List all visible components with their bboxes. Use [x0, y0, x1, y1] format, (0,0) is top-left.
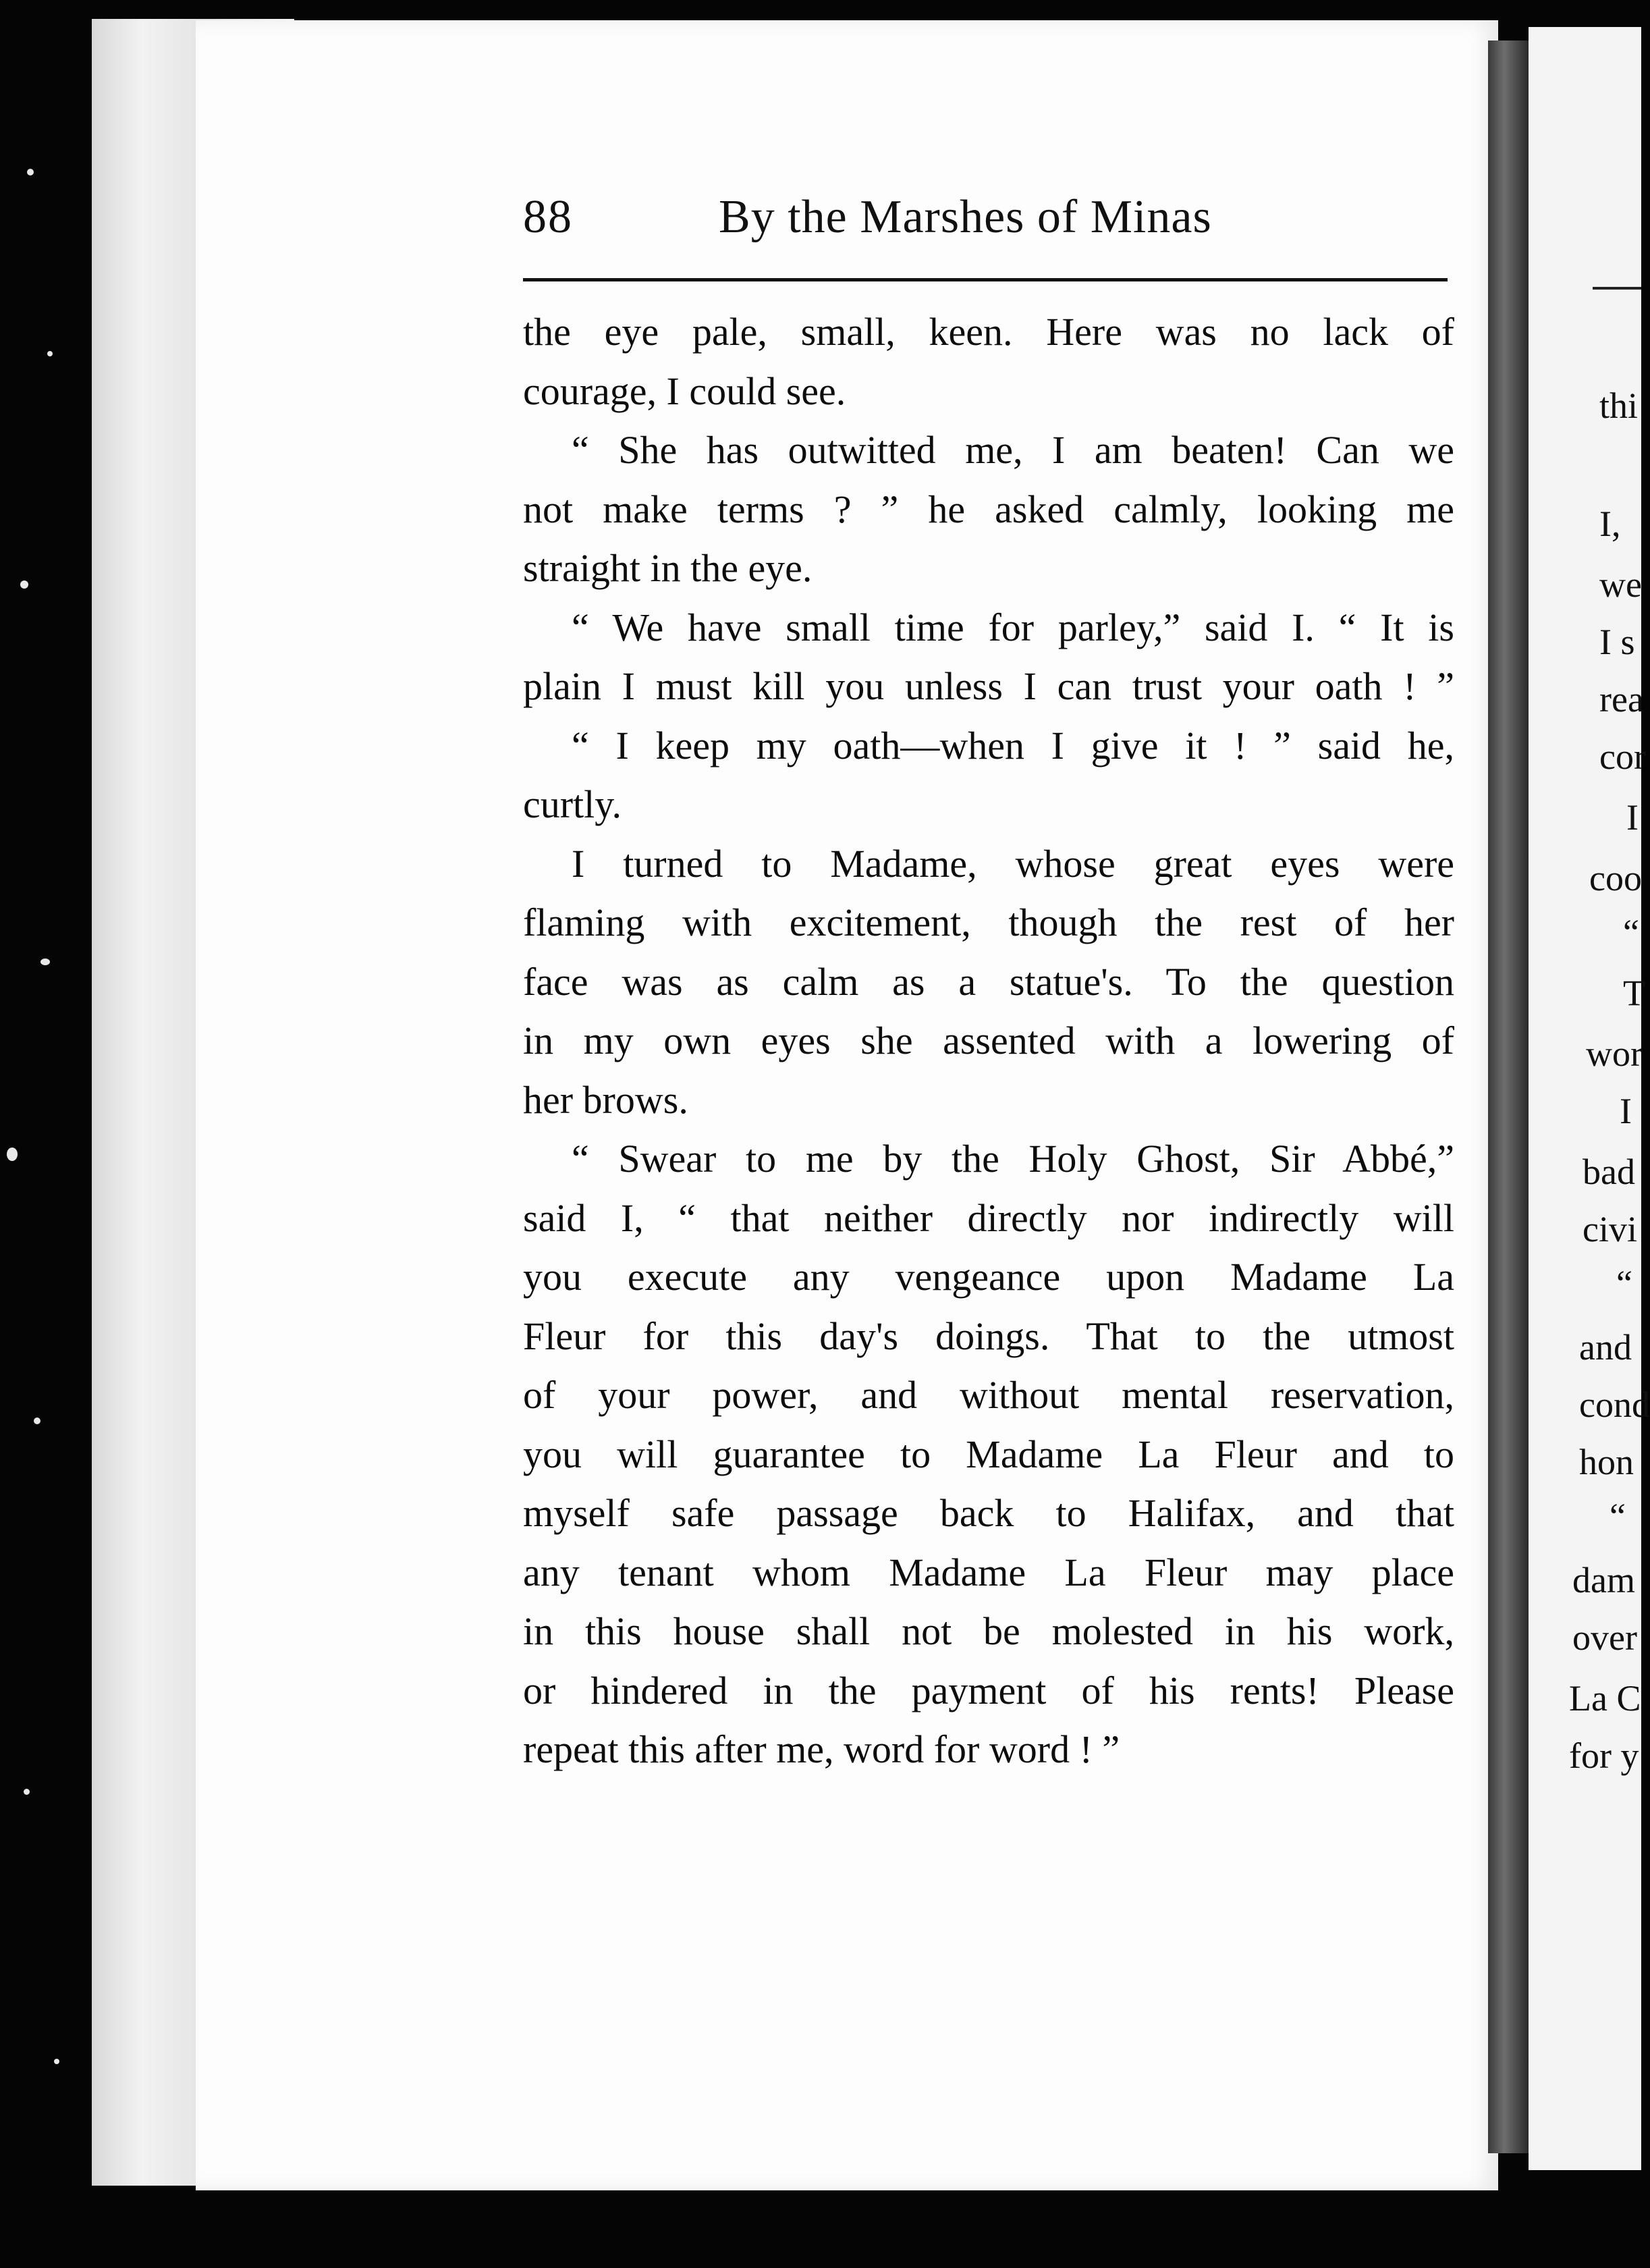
text-line: any tenant whom Madame La Fleur may place	[523, 1550, 1454, 1594]
text-line: the eye pale, small, keen. Here was no lack of	[523, 310, 1454, 354]
text-line: repeat this after me, word for word ! ”	[523, 1727, 1120, 1771]
text-line: “ Swear to me by the Holy Ghost, Sir Abbé,”	[572, 1137, 1454, 1181]
text-line: Fleur for this day's doings. That to the utmost	[523, 1314, 1454, 1358]
text-line: “ I keep my oath—when I give it ! ” said he,	[572, 723, 1454, 767]
page-number: 88	[523, 191, 573, 243]
book-gutter	[1488, 40, 1529, 2153]
text-line: plain I must kill you unless I can trust your oath ! ”	[523, 664, 1454, 708]
facing-page-fragment: coo	[1589, 858, 1642, 898]
text-line: you will guarantee to Madame La Fleur and to	[523, 1432, 1454, 1476]
facing-page-fragment: over	[1572, 1617, 1637, 1658]
facing-page-rule	[1593, 287, 1641, 290]
page-body-text	[523, 302, 1454, 1779]
text-line: in this house shall not be molested in his work,	[523, 1609, 1454, 1653]
text-line: “ She has outwitted me, I am beaten! Can we	[572, 428, 1454, 472]
facing-page-fragment: La C	[1569, 1678, 1641, 1719]
facing-page-fragment: we	[1599, 564, 1642, 605]
scan-speck	[27, 169, 34, 176]
scan-speck	[47, 351, 53, 356]
text-line: I turned to Madame, whose great eyes were	[572, 841, 1454, 886]
text-line: “ We have small time for parley,” said I. “ It is	[572, 605, 1454, 649]
facing-page-fragment: cor	[1599, 736, 1646, 777]
facing-page-fragment: I s	[1599, 622, 1635, 662]
facing-page-fragment: hon	[1579, 1442, 1634, 1482]
text-line: in my own eyes she assented with a lowering of	[523, 1019, 1454, 1062]
text-line: said I, “ that neither directly nor indirectly will	[523, 1195, 1454, 1240]
facing-page-fragment: rea	[1599, 679, 1644, 720]
text-line: flaming with excitement, though the rest of her	[523, 900, 1454, 944]
facing-page-fragment: wor	[1586, 1033, 1643, 1074]
facing-page-fragment: “	[1610, 1496, 1626, 1536]
facing-page-fragment: “	[1616, 1263, 1632, 1303]
text-line: or hindered in the payment of his rents! Please	[523, 1668, 1454, 1712]
scan-speck	[34, 1418, 40, 1424]
scan-speck	[7, 1148, 18, 1161]
facing-page-fragment: thi	[1599, 385, 1639, 426]
facing-page-fragment: “	[1623, 912, 1639, 952]
facing-page-fragment: T	[1623, 973, 1645, 1013]
facing-page-fragment: I	[1626, 797, 1639, 838]
facing-page-fragment: I	[1620, 1091, 1632, 1131]
facing-page-fragment: bad	[1583, 1152, 1635, 1192]
facing-page-fragment: civi	[1583, 1209, 1637, 1249]
text-line: courage, I could see.	[523, 369, 846, 413]
text-line: straight in the eye.	[523, 546, 813, 590]
scan-speck	[24, 1789, 30, 1795]
facing-page-fragment: and	[1579, 1327, 1632, 1368]
running-header	[523, 190, 1448, 244]
text-line: face was as calm as a statue's. To the question	[523, 959, 1454, 1004]
facing-page-fragment: cond	[1579, 1384, 1650, 1425]
text-line: her brows.	[523, 1077, 688, 1122]
running-title: By the Marshes of Minas	[719, 191, 1212, 243]
text-line: myself safe passage back to Halifax, and that	[523, 1491, 1454, 1535]
scan-speck	[54, 2059, 59, 2064]
facing-page-fragment: I,	[1599, 504, 1621, 544]
facing-page-fragment: dam	[1572, 1560, 1635, 1600]
text-line: you execute any vengeance upon Madame La	[523, 1255, 1454, 1299]
scan-speck	[20, 580, 28, 589]
facing-page-fragment: for y	[1569, 1735, 1639, 1776]
header-rule	[523, 278, 1448, 281]
text-line: curtly.	[523, 782, 622, 826]
scan-speck	[40, 959, 50, 965]
text-line: not make terms ? ” he asked calmly, looking me	[523, 487, 1454, 531]
text-line: of your power, and without mental reservation,	[523, 1373, 1454, 1417]
